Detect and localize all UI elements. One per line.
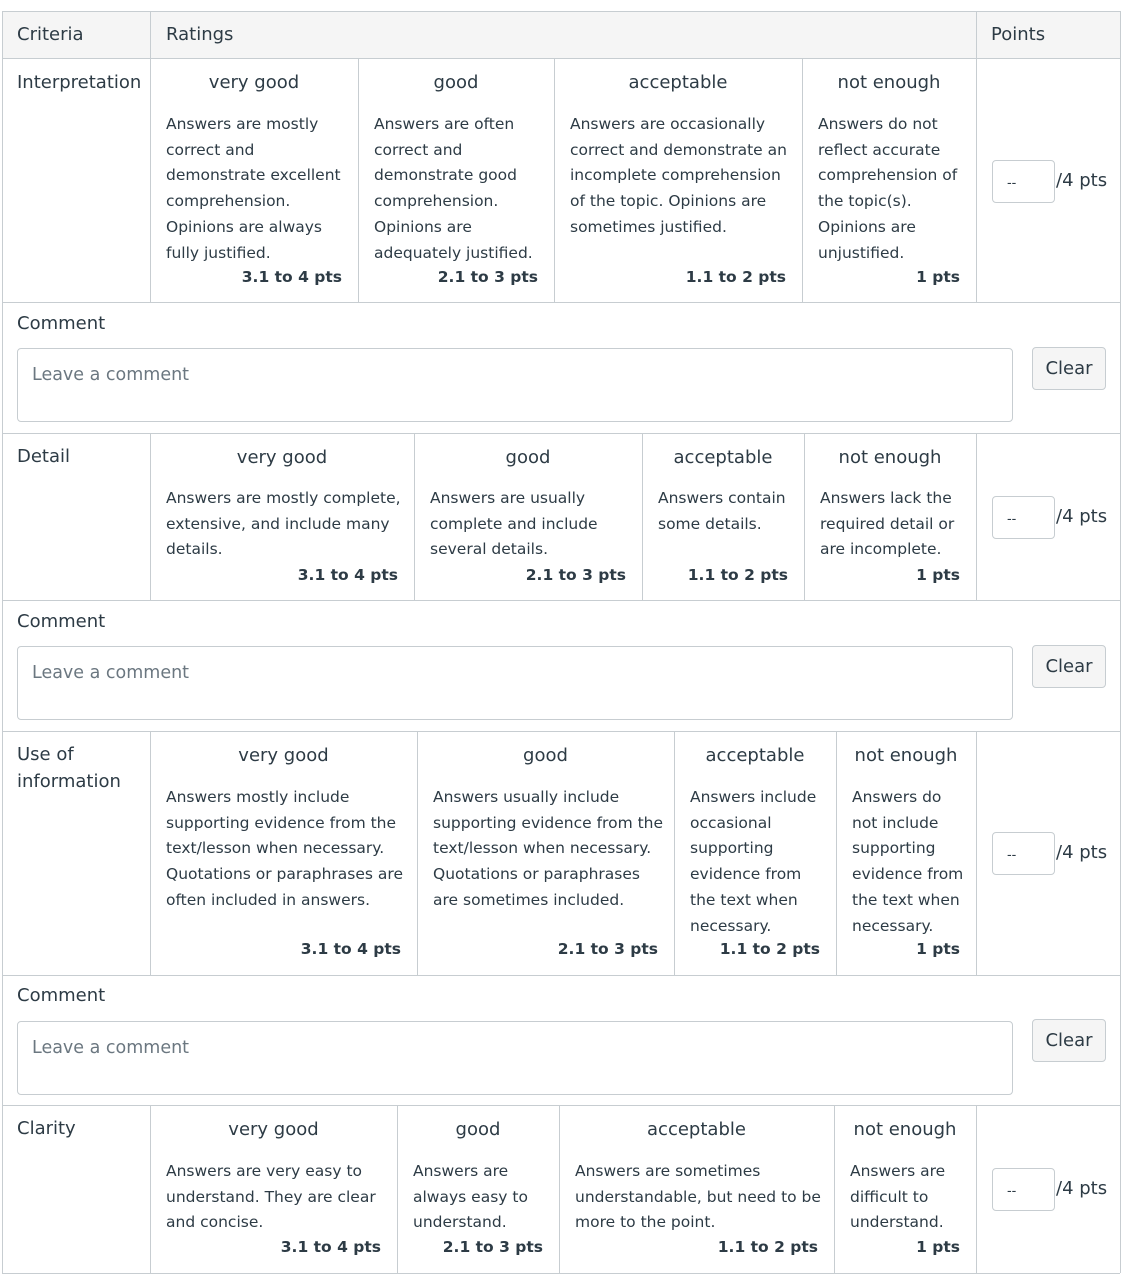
- rating-description: Answers are often correct and demonstrate good comprehension. Opinions are adequately justified.: [374, 115, 533, 262]
- rating-description: Answers are mostly correct and demonstrate excellent comprehension. Opinions are always fully justified.: [166, 115, 341, 262]
- rating-divider: [150, 731, 151, 975]
- row-divider: [2, 302, 1120, 303]
- clear-button[interactable]: Clear: [1032, 347, 1106, 390]
- criterion-name: Detail: [17, 446, 71, 467]
- rating-title: acceptable: [628, 72, 728, 93]
- rating-description: Answers do not reflect accurate comprehension of the topic(s). Opinions are unjustified.: [818, 115, 958, 262]
- comment-input[interactable]: Leave a comment: [17, 348, 1013, 422]
- row-divider: [2, 600, 1120, 601]
- rating-description: Answers are usually complete and include several details.: [430, 489, 598, 559]
- rating-title: very good: [236, 447, 328, 468]
- points-input[interactable]: [992, 1168, 1055, 1211]
- rating-title: good: [523, 745, 568, 766]
- rating-description: Answers are very easy to understand. They are clear and concise.: [166, 1162, 376, 1232]
- rating-title: not enough: [853, 1119, 957, 1140]
- rating-points: 3.1 to 4 pts: [241, 268, 342, 286]
- row-divider: [2, 975, 1120, 976]
- points-input[interactable]: [992, 160, 1055, 203]
- rating-divider: [150, 1105, 151, 1273]
- rating-divider: [674, 731, 675, 975]
- rating-title: not enough: [837, 72, 941, 93]
- rating-title: acceptable: [673, 447, 773, 468]
- rating-divider: [397, 1105, 398, 1273]
- rating-points: 2.1 to 3 pts: [557, 940, 658, 958]
- clear-button[interactable]: Clear: [1032, 645, 1106, 688]
- rating-divider: [836, 731, 837, 975]
- rating-points: 1 pts: [916, 268, 960, 286]
- rating-divider: [358, 59, 359, 302]
- ratings-header: Ratings: [166, 24, 234, 45]
- points-suffix: /4 pts: [1056, 1178, 1108, 1199]
- criterion-name: Use of information: [17, 744, 121, 792]
- row-divider: [2, 433, 1120, 434]
- rating-title: not enough: [838, 447, 942, 468]
- rating-description: Answers are mostly complete, extensive, and include many details.: [166, 489, 401, 559]
- comment-label: Comment: [17, 313, 106, 334]
- rating-divider: [559, 1105, 560, 1273]
- rating-description: Answers lack the required detail or are incomplete.: [820, 489, 955, 559]
- rating-description: Answers are difficult to understand.: [850, 1162, 946, 1232]
- rating-points: 1.1 to 2 pts: [685, 268, 786, 286]
- rating-description: Answers mostly include supporting evidence from the text/lesson when necessary. Quotations or paraphrases are often included in answers.: [166, 788, 403, 909]
- comment-input[interactable]: Leave a comment: [17, 646, 1013, 720]
- rating-points: 1 pts: [916, 1238, 960, 1256]
- rating-title: acceptable: [705, 745, 805, 766]
- clear-button[interactable]: Clear: [1032, 1019, 1106, 1062]
- rating-divider: [976, 433, 977, 600]
- comment-label: Comment: [17, 985, 106, 1006]
- rating-divider: [150, 433, 151, 600]
- rating-points: 1.1 to 2 pts: [719, 940, 820, 958]
- rating-description: Answers contain some details.: [658, 489, 786, 533]
- rating-divider: [417, 731, 418, 975]
- comment-label: Comment: [17, 611, 106, 632]
- rating-divider: [976, 1105, 977, 1273]
- rating-divider: [414, 433, 415, 600]
- rating-points: 3.1 to 4 pts: [297, 566, 398, 584]
- rating-divider: [642, 433, 643, 600]
- rating-divider: [554, 59, 555, 302]
- rating-points: 3.1 to 4 pts: [300, 940, 401, 958]
- rating-title: good: [505, 447, 551, 468]
- rating-points: 1.1 to 2 pts: [687, 566, 788, 584]
- rating-divider: [834, 1105, 835, 1273]
- row-divider: [2, 1105, 1120, 1106]
- rating-points: 1.1 to 2 pts: [717, 1238, 818, 1256]
- points-input[interactable]: [992, 496, 1055, 539]
- rating-description: Answers usually include supporting evidence from the text/lesson when necessary. Quotations or paraphrases are sometimes included.: [433, 788, 664, 909]
- rating-divider: [976, 731, 977, 975]
- rating-points: 2.1 to 3 pts: [437, 268, 538, 286]
- rating-description: Answers are sometimes understandable, but need to be more to the point.: [575, 1162, 821, 1232]
- points-header: Points: [991, 24, 1046, 45]
- rating-points: 1 pts: [916, 940, 960, 958]
- rating-divider: [804, 433, 805, 600]
- points-input[interactable]: [992, 832, 1055, 875]
- header-divider: [976, 11, 977, 59]
- rating-title: not enough: [854, 745, 958, 766]
- rating-description: Answers do not include supporting evidence from the text when necessary.: [852, 788, 964, 935]
- rating-points: 2.1 to 3 pts: [442, 1238, 543, 1256]
- rating-description: Answers are always easy to understand.: [413, 1162, 528, 1232]
- rating-points: 2.1 to 3 pts: [525, 566, 626, 584]
- rating-title: very good: [208, 72, 300, 93]
- header-divider: [150, 11, 151, 59]
- rating-description: Answers are occasionally correct and demonstrate an incomplete comprehension of the topic. Opinions are sometimes justified.: [570, 115, 787, 236]
- table-border-right: [1120, 11, 1121, 1273]
- rating-title: very good: [228, 1119, 319, 1140]
- rating-points: 3.1 to 4 pts: [280, 1238, 381, 1256]
- table-border-left: [2, 11, 3, 1273]
- points-suffix: /4 pts: [1056, 842, 1108, 863]
- rating-description: Answers include occasional supporting evidence from the text when necessary.: [690, 788, 817, 935]
- comment-input[interactable]: Leave a comment: [17, 1021, 1013, 1095]
- row-divider: [2, 731, 1120, 732]
- rating-title: good: [433, 72, 479, 93]
- row-divider: [2, 1273, 1120, 1274]
- rating-title: very good: [238, 745, 329, 766]
- points-suffix: /4 pts: [1056, 170, 1108, 191]
- rating-title: good: [455, 1119, 501, 1140]
- rating-title: acceptable: [647, 1119, 746, 1140]
- rating-points: 1 pts: [916, 566, 960, 584]
- rating-divider: [150, 59, 151, 302]
- criterion-name: Interpretation: [17, 72, 142, 93]
- criteria-header: Criteria: [17, 24, 84, 45]
- rating-divider: [802, 59, 803, 302]
- rating-divider: [976, 59, 977, 302]
- points-suffix: /4 pts: [1056, 506, 1108, 527]
- criterion-name: Clarity: [17, 1118, 76, 1139]
